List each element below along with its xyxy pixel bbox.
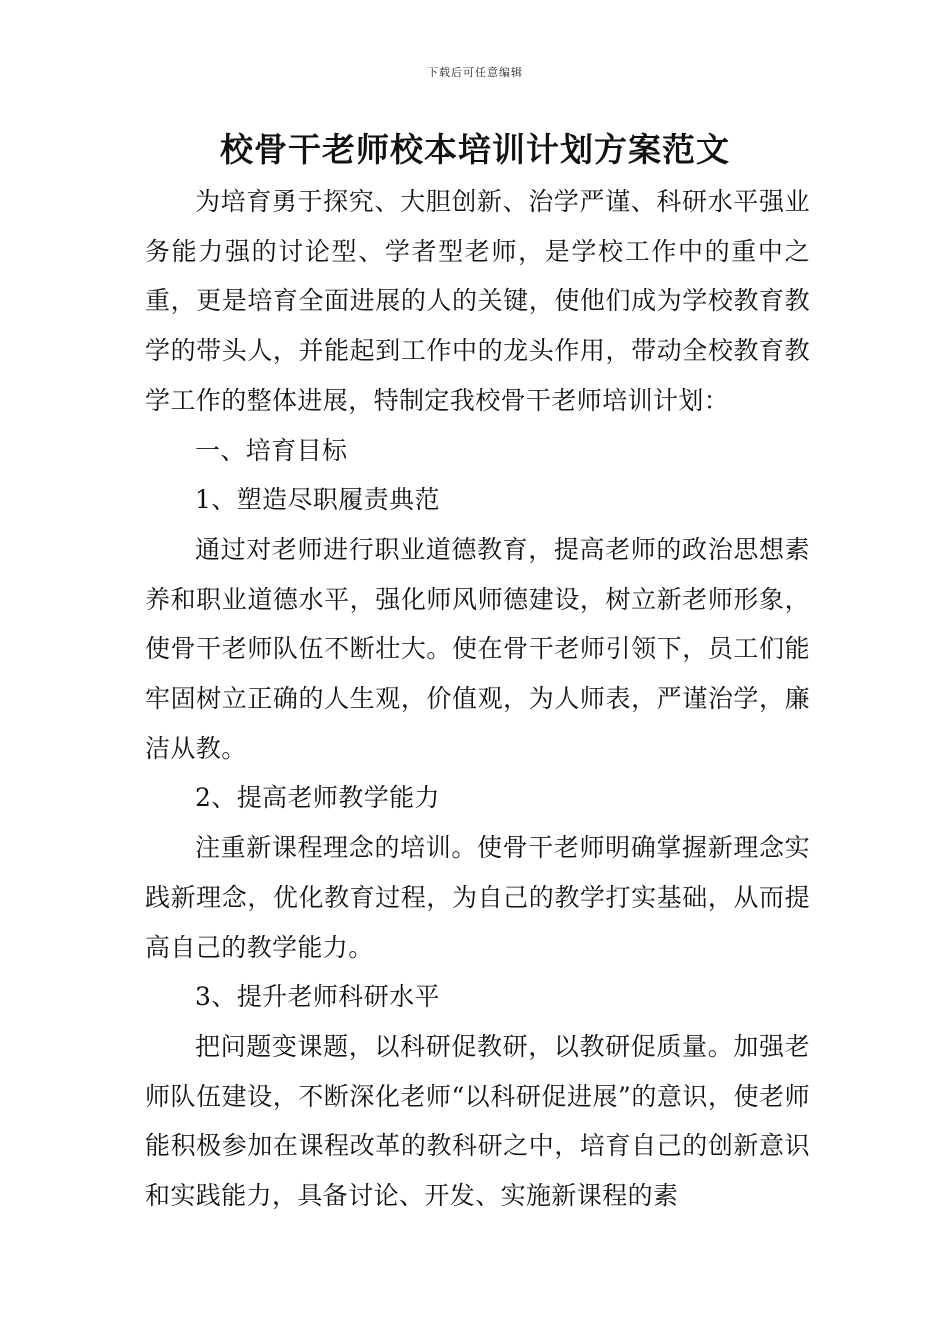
paragraph-intro: 为培育勇于探究、大胆创新、治学严谨、科研水平强业务能力强的讨论型、学者型老师，是学校工作中的重中之重，更是培育全面进展的人的关键，使他们成为学校教育教学的带头人，并能起到工作中的龙头作用，带动全校教育教学工作的整体进展，特制定我校骨干老师培训计划： xyxy=(145,187,810,415)
header-note: 下载后可任意编辑 xyxy=(427,66,523,79)
paragraph-1: 通过对老师进行职业道德教育，提高老师的政治思想素养和职业道德水平，强化师风师德建设，树立新老师形象，使骨干老师队伍不断壮大。使在骨干老师引领下，员工们能牢固树立正确的人生观，价值观，为人师表，严谨治学，廉洁从教。 xyxy=(145,534,810,763)
subheading-2: 2、提高老师教学能力 xyxy=(195,783,440,813)
heading-goals: 一、培育目标 xyxy=(195,435,348,465)
paragraph-3: 把问题变课题，以科研促教研，以教研促质量。加强老师队伍建设，不断深化老师“以科研促进展”的意识，使老师能积极参加在课程改革的教科研之中，培育自己的创新意识和实践能力，具备讨论、开发、实施新课程的素 xyxy=(145,1031,810,1211)
document-title: 校骨干老师校本培训计划方案范文 xyxy=(220,130,730,169)
document-body xyxy=(145,177,810,1221)
subheading-3: 3、提升老师科研水平 xyxy=(195,982,440,1012)
paragraph-2: 注重新课程理念的培训。使骨干老师明确掌握新理念实践新理念，优化教育过程，为自己的教学打实基础，从而提高自己的教学能力。 xyxy=(145,833,810,962)
subheading-1: 1、塑造尽职履责典范 xyxy=(195,485,440,515)
